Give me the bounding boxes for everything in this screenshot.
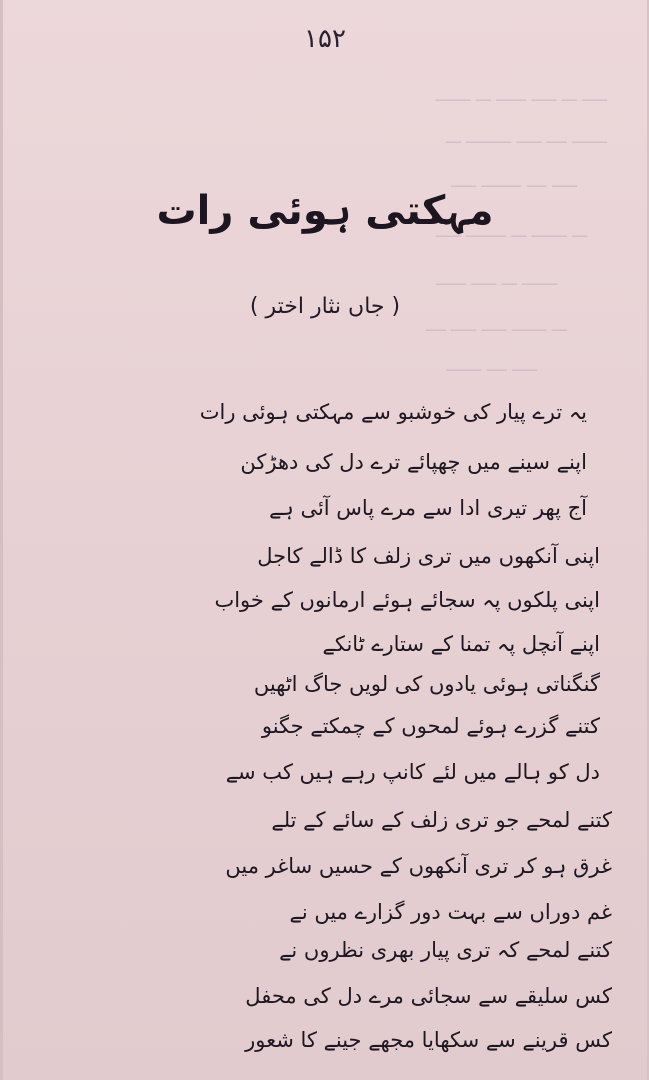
poem-line: اپنے آنچل پہ تمنا کے ستارے ٹانکے [322,632,600,656]
bleed-through-text: ـــــ ـــ ـــــ ــــــ ـــ ـــــــ [435,86,607,106]
poem-line: گنگناتی ہوئی یادوں کی لویں جاگ اٹھیں [253,672,600,696]
bleed-through-text: ـــ ـــــــ ـــ ــــــــ ـــــ [435,222,587,242]
poem-line: کتنے گزرے ہوئے لمحوں کے چمکتے جگنو [261,714,600,738]
poem-line: غم دوراں سے بہت دور گزارے میں نے [289,900,612,924]
poem-line: یہ ترے پیار کی خوشبو سے مہکتی ہوئی رات [199,400,587,424]
poem-line: کس قرینے سے سکھایا مجھے جینے کا شعور [245,1028,612,1052]
bleed-through-text: ـــ ـــــــ ـــــ ـــــ ــــ [425,316,567,336]
poem-line: کتنے لمحے جو تری زلف کے سائے کے تلے [271,808,612,832]
poem-line: اپنے سینے میں چھپائے ترے دل کی دھڑکن [240,450,587,474]
page-number: ۱۵۲ [304,24,346,54]
bleed-through-text: ـــــــ ـــ ـــــ ــــــ [436,270,557,290]
poem-author: ( جاں نثار اختر ) [249,294,401,319]
poem-line: اپنی آنکھوں میں تری زلف کا ڈالے کاجل [257,544,600,568]
poem-line: کس سلیقے سے سجائی مرے دل کی محفل [245,984,612,1008]
poem-line: آج پھر تیری ادا سے مرے پاس آئی ہے [269,496,587,520]
poem-body [3,0,649,1080]
poem-line: دل کو ہالے میں لئے کانپ رہے ہیں کب سے [225,760,600,784]
poem-title: مہکتی ہوئی رات [156,188,494,234]
bleed-through-text: ـــــ ــــ ـــــــ [446,356,537,376]
poem-line: اپنی پلکوں پہ سجائے ہوئے ارمانوں کے خواب [214,588,600,612]
poem-line: کتنے لمحے کہ تری پیار بھری نظروں نے [279,938,612,962]
bleed-through-text: ـــــــ ــــ ـــــ ـــــــــ ـــ [445,128,607,148]
poem-line: غرق ہو کر تری آنکھوں کے حسیں ساغر میں [225,854,612,878]
bleed-through-text: ـــــ ــــ ــــــــ ـــــ [451,172,577,192]
